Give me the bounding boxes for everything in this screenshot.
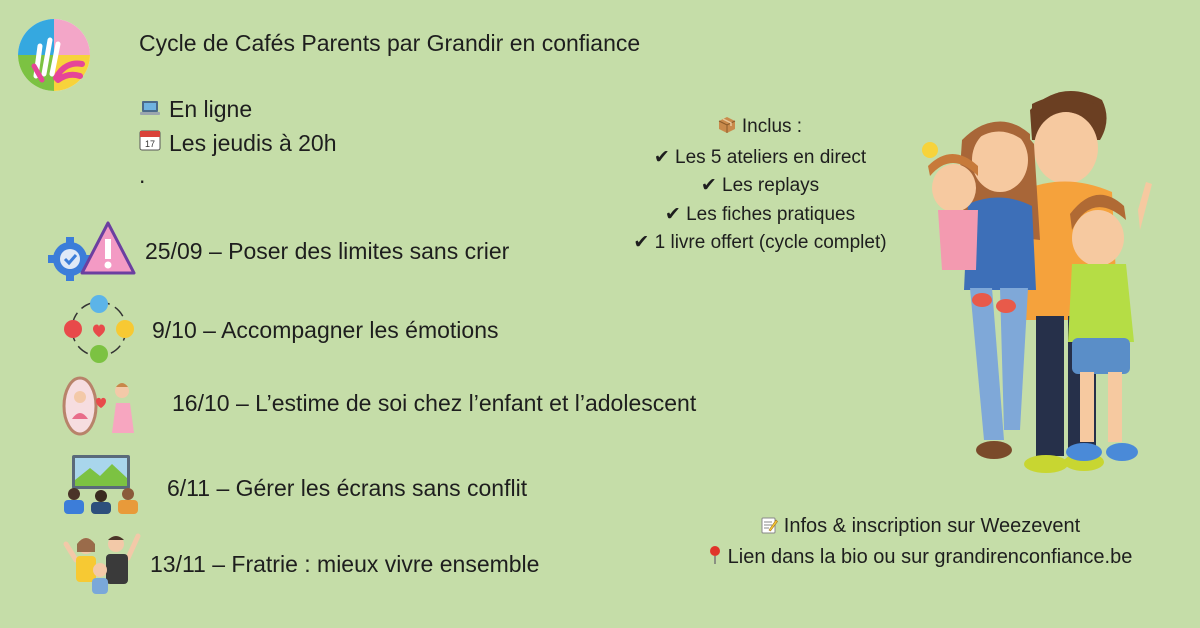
- included-item-text: 1 livre offert (cycle complet): [654, 232, 887, 253]
- event-item-1: 25/09 – Poser des limites sans crier: [145, 238, 510, 264]
- included-item-3: [560, 201, 960, 230]
- footer-info: Infos & inscription sur Weezevent: [783, 515, 1081, 537]
- included-item-text: Les 5 ateliers en direct: [675, 146, 867, 168]
- check-icon: ✔︎: [664, 203, 687, 225]
- included-heading: Inclus :: [741, 116, 803, 137]
- footer-link: Lien dans la bio ou sur grandirenconfiance.be: [727, 546, 1133, 568]
- mode-line: [139, 96, 252, 123]
- included-item-2: [560, 172, 960, 201]
- check-icon: ✔︎: [653, 146, 676, 168]
- dot-text: .: [139, 162, 146, 188]
- logo: [16, 18, 92, 92]
- included-item-1: [560, 144, 960, 173]
- schedule-line: [139, 129, 337, 157]
- footer-link-line: [640, 543, 1200, 574]
- mode-text: En ligne: [169, 96, 253, 122]
- event-item-5: 13/11 – Fratrie : mieux vivre ensemble: [150, 551, 540, 577]
- page-title: Cycle de Cafés Parents par Grandir en confiance: [139, 30, 641, 56]
- gear-warning-icon: [48, 219, 136, 283]
- hands-logo-icon: [16, 18, 92, 92]
- event-item-3: 16/10 – L’estime de soi chez l’enfant et l’adolescent: [172, 390, 697, 416]
- check-icon: ✔︎: [633, 232, 655, 253]
- footer-section: [640, 512, 1200, 574]
- included-item-text: Les fiches pratiques: [686, 203, 856, 225]
- pin-icon: [708, 545, 722, 574]
- siblings-icon: [62, 530, 142, 596]
- mirror-self-esteem-icon: [60, 375, 142, 437]
- emotions-cycle-icon: [60, 293, 138, 365]
- family-screen-icon: [56, 452, 146, 516]
- footer-info-line: [640, 512, 1200, 543]
- family-illustration: [912, 80, 1162, 490]
- event-item-2: 9/10 – Accompagner les émotions: [152, 317, 499, 343]
- laptop-icon: [139, 96, 161, 123]
- event-item-4: 6/11 – Gérer les écrans sans conflit: [167, 475, 528, 501]
- package-icon: [718, 115, 736, 144]
- included-item-4: [560, 229, 960, 258]
- svg-text:17: 17: [144, 139, 156, 149]
- memo-icon: [760, 514, 778, 543]
- included-heading-line: [560, 113, 960, 144]
- included-item-text: Les replays: [722, 175, 820, 196]
- check-icon: ✔︎: [700, 175, 723, 196]
- calendar-icon: [139, 129, 161, 157]
- schedule-text: Les jeudis à 20h: [169, 130, 337, 156]
- included-section: [560, 113, 960, 258]
